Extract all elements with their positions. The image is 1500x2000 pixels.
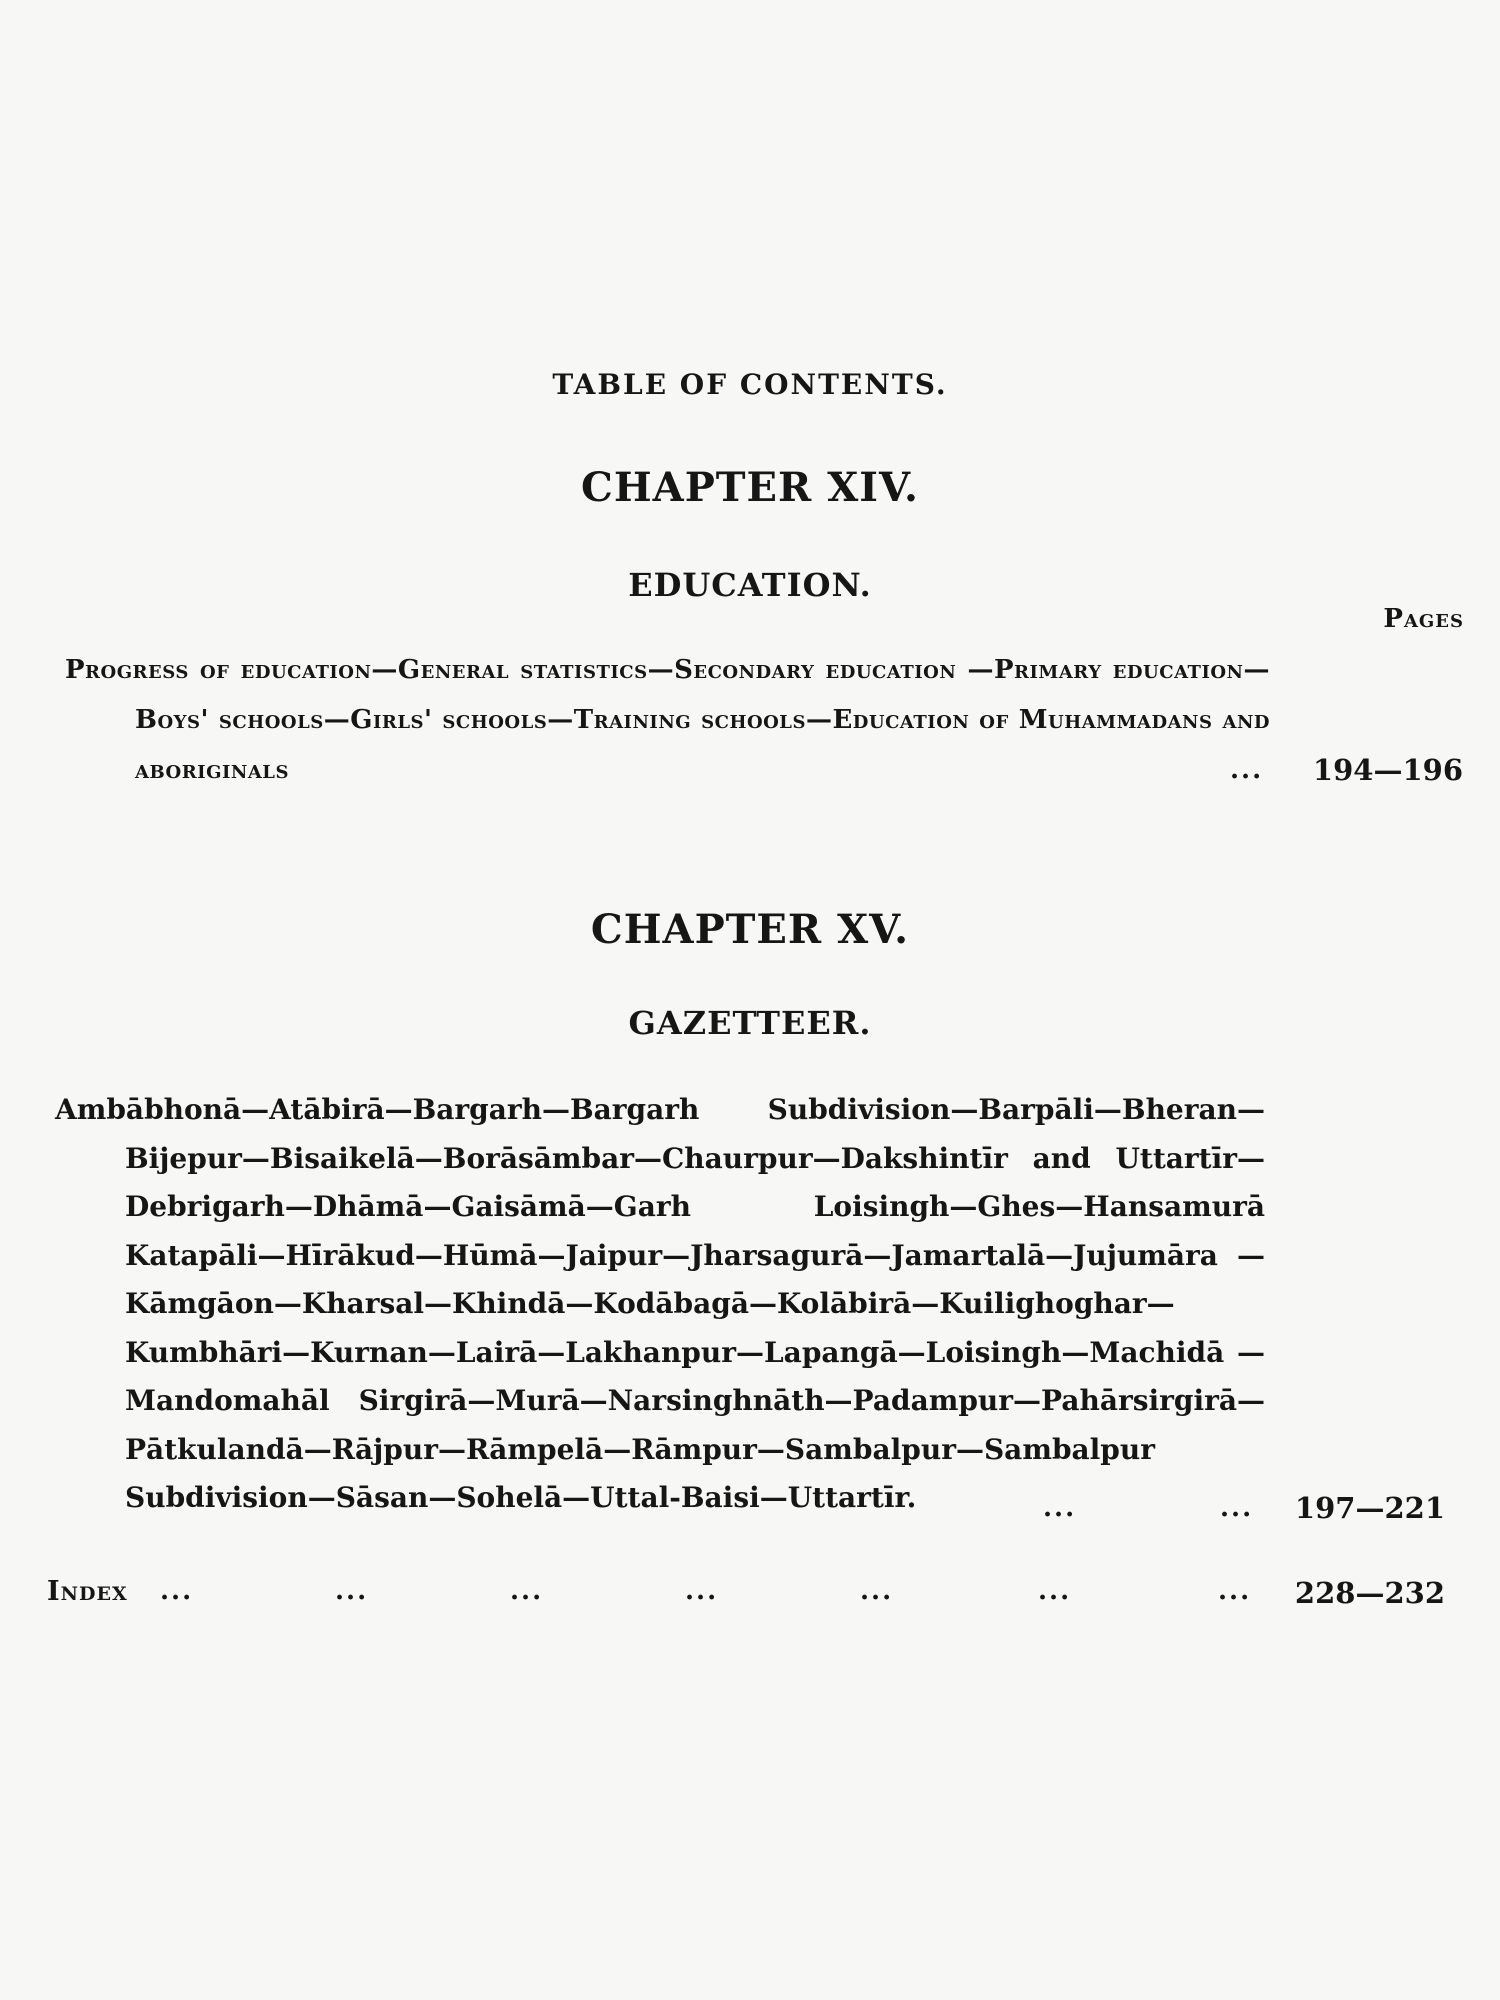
toc-title: TABLE OF CONTENTS.: [552, 368, 948, 401]
education-toc-entry: [0, 645, 1500, 815]
index-leader-dots-4: ...: [860, 1576, 894, 1606]
index-leader-dots-1: ...: [335, 1576, 369, 1606]
education-leader-dots: ...: [1230, 755, 1264, 785]
gazetteer-entry-text: Ambābhonā—Atābirā—Bargarh—Bargarh Subdivision—Barpāli—Bheran—Bijepur—Bisaikelā—Borāsāmbar—Chaurpur—Dakshintīr and Uttartīr—Debrigarh—Dhāmā—Gaisāmā—Garh Loisingh—Ghes—Hansamurā Katapāli—Hīrākud—Hūmā—Jaipur—Jharsagurā—Jamartalā—Jujumāra —Kāmgāon—Kharsal—Khindā—Kodābagā—Kolābirā—Kuilighoghar—Kumbhāri—Kurnan—Lairā—Lakhanpur—Lapangā—Loisingh—Machidā —Mandomahāl Sirgirā—Murā—Narsinghnāth—Padampur—Pahārsirgirā—Pātkulandā—Rājpur—Rāmpelā—Rāmpur—Sambalpur—Sambalpur Subdivision—Sāsan—Sohelā—Uttal-Baisi—Uttartīr.: [55, 1093, 1265, 1514]
gazetteer-leader-dots-1: ...: [1043, 1493, 1077, 1523]
gazetteer-section-title: GAZETTEER.: [628, 1004, 872, 1042]
education-entry-text: Progress of education—General statistics—Secondary education —Primary education—Boys' schools—Girls' schools—Training schools—Education of Muhammadans and aboriginals: [65, 655, 1270, 785]
index-leader-dots-0: ...: [160, 1576, 194, 1606]
index-leader-dots-5: ...: [1038, 1576, 1072, 1606]
education-page-range: 194—196: [1312, 753, 1463, 787]
index-label: Index: [47, 1576, 128, 1607]
chapter-xiv-title: CHAPTER XIV.: [581, 464, 919, 511]
education-section-title: EDUCATION.: [628, 566, 872, 604]
index-leader-dots-6: ...: [1218, 1576, 1252, 1606]
gazetteer-leader-dots-2: ...: [1220, 1493, 1254, 1523]
index-page-range: 228—232: [1294, 1576, 1445, 1610]
index-leader-dots-2: ...: [510, 1576, 544, 1606]
pages-column-label: Pages: [1383, 604, 1464, 634]
gazetteer-toc-entry: [0, 1086, 1500, 1526]
chapter-xv-title: CHAPTER XV.: [590, 906, 910, 953]
gazetteer-page-range: 197—221: [1294, 1491, 1445, 1525]
index-leader-dots-3: ...: [685, 1576, 719, 1606]
index-toc-entry: [0, 1576, 1500, 1626]
